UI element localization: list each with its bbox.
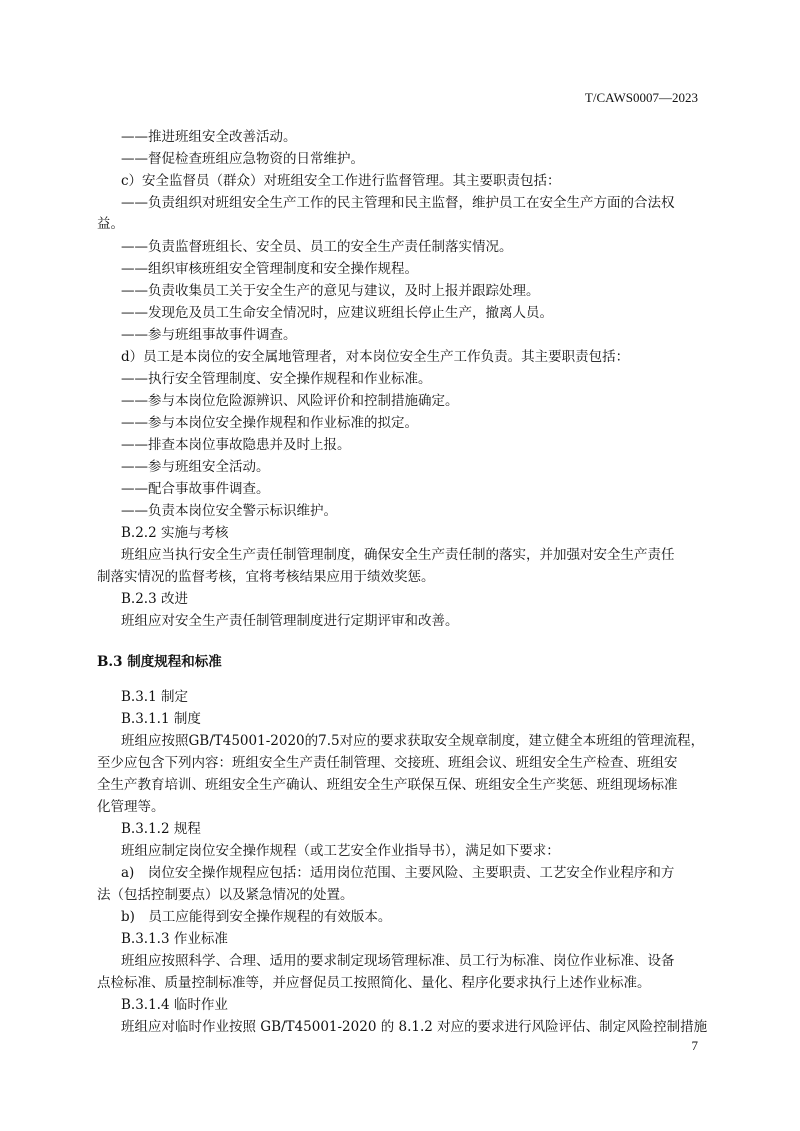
text-line: 班组应按照科学、合理、适用的要求制定现场管理标准、员工行为标准、岗位作业标准、设备: [121, 953, 675, 969]
text-line: ——发现危及员工生命安全情况时，应建议班组长停止生产，撤离人员。: [121, 305, 553, 321]
subsection-heading: B.3.1.3 作业标准: [121, 931, 228, 947]
text-line: 点检标准、质量控制标准等，并应督促员工按照简化、量化、程序化要求执行上述作业标准。: [97, 975, 651, 991]
subsection-heading: B.3.1.4 临时作业: [121, 997, 228, 1013]
text-line: 全生产教育培训、班组安全生产确认、班组安全生产联保互保、班组安全生产奖惩、班组现场标准: [97, 777, 678, 793]
text-line: ——执行安全管理制度、安全操作规程和作业标准。: [121, 371, 432, 387]
text-line: 制落实情况的监督考核，宜将考核结果应用于绩效奖惩。: [97, 569, 435, 585]
text-line: c）安全监督员（群众）对班组安全工作进行监督管理。其主要职责包括：: [121, 173, 561, 189]
text-line: 班组应制定岗位安全操作规程（或工艺安全作业指导书），满足如下要求：: [121, 843, 560, 859]
subsection-heading: B.2.3 改进: [121, 591, 188, 607]
text-line: 化管理等。: [97, 799, 165, 815]
text-line: ——负责本岗位安全警示标识维护。: [121, 503, 337, 519]
subsection-heading: B.3.1.1 制度: [121, 711, 201, 727]
text-line: ——参与本岗位安全操作规程和作业标准的拟定。: [121, 415, 418, 431]
text-line: ——负责组织对班组安全生产工作的民主管理和民主监督，维护员工在安全生产方面的合法权: [121, 195, 675, 211]
text-line: d）员工是本岗位的安全属地管理者，对本岗位安全生产工作负责。其主要职责包括：: [121, 349, 630, 365]
text-line: 班组应当执行安全生产责任制管理制度，确保安全生产责任制的落实，并加强对安全生产责任: [121, 547, 675, 563]
text-line: b) 员工应能得到安全操作规程的有效版本。: [121, 909, 392, 925]
subsection-heading: B.3.1.2 规程: [121, 821, 201, 837]
text-line: ——参与班组安全活动。: [121, 459, 270, 475]
text-line: ——推进班组安全改善活动。: [121, 129, 297, 145]
text-line: 班组应对临时作业按照 GB/T45001-2020 的 8.1.2 对应的要求进行风险评估、制定风险控制措施: [121, 1019, 708, 1035]
text-line: ——负责监督班组长、安全员、员工的安全生产责任制落实情况。: [121, 239, 513, 255]
text-line: ——参与班组事故事件调查。: [121, 327, 297, 343]
text-line: 班组应按照GB/T45001-2020的7.5对应的要求获取安全规章制度，建立健全本班组的管理流程，: [121, 733, 705, 749]
text-line: 法（包括控制要点）以及紧急情况的处置。: [97, 887, 354, 903]
text-line: 班组应对安全生产责任制管理制度进行定期评审和改善。: [121, 613, 459, 629]
text-line: ——配合事故事件调查。: [121, 481, 270, 497]
text-line: ——参与本岗位危险源辨识、风险评价和控制措施确定。: [121, 393, 459, 409]
subsection-heading: B.3.1 制定: [121, 689, 188, 705]
page-number: 7: [691, 1038, 698, 1053]
text-line: a) 岗位安全操作规程应包括：适用岗位范围、主要风险、主要职责、工艺安全作业程序和方: [121, 865, 675, 881]
text-line: ——督促检查班组应急物资的日常维护。: [121, 151, 364, 167]
text-line: 至少应包含下列内容：班组安全生产责任制管理、交接班、班组会议、班组安全生产检查、班组安: [97, 755, 678, 771]
subsection-heading: B.2.2 实施与考核: [121, 525, 229, 541]
section-heading: B.3 制度规程和标准: [97, 654, 222, 670]
text-line: 益。: [97, 216, 124, 232]
text-line: ——排查本岗位事故隐患并及时上报。: [121, 437, 351, 453]
document-id-header: T/CAWS0007—2023: [584, 90, 698, 105]
text-line: ——负责收集员工关于安全生产的意见与建议，及时上报并跟踪处理。: [121, 283, 540, 299]
text-line: ——组织审核班组安全管理制度和安全操作规程。: [121, 261, 418, 277]
